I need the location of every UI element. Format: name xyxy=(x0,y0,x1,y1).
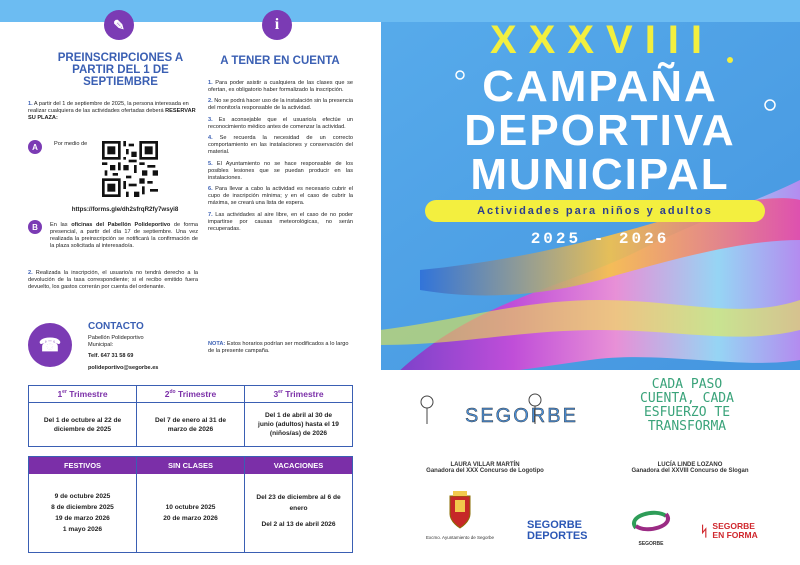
trimestre-label: Trimestre xyxy=(69,389,108,399)
trimestre-dates: Del 1 de abril al 30 de junio (adultos) hasta el 19 (niños/as) de 2026 xyxy=(258,412,339,437)
option-a-badge: A xyxy=(28,140,42,154)
festivos-line: 19 de marzo 2026 xyxy=(55,515,110,522)
tener-item-num: 2. xyxy=(208,98,213,105)
contact-line1: Pabellón Polideportivo xyxy=(88,335,144,341)
ef-line2: EN FORMA xyxy=(712,530,758,540)
b-text-post: de forma presencial, a partir del día 17 de septiembre. Una vez realizada la preinscripción se notificará la confirmación de la plaza solicitada al interesado/a. xyxy=(50,222,199,250)
form-url[interactable]: https://forms.gle/dh2sfrqR2fy7wsyi8 xyxy=(71,206,179,213)
consejo-label: SEGORBE xyxy=(638,541,664,547)
tener-item xyxy=(208,161,353,182)
ayto-logo xyxy=(420,490,500,540)
credit2-role: Ganadora del XXVIII Concurso de Slogan xyxy=(631,468,749,474)
slogan-line: ESFUERZO TE xyxy=(643,405,731,420)
credit2-name: LUCÍA LINDE LOZANO xyxy=(657,462,723,468)
logo-drawing-text: SEGORBE xyxy=(465,405,578,427)
festivos-line: 1 mayo 2026 xyxy=(62,526,103,533)
ayto-label: Excmo. Ayuntamiento de Segorbe xyxy=(426,535,494,540)
option-b-text xyxy=(50,222,198,250)
preinscripciones-p1 xyxy=(28,101,198,122)
trimestre-col xyxy=(245,386,352,446)
nota-label: NOTA: xyxy=(208,341,226,347)
qr-code[interactable] xyxy=(102,141,158,197)
title-campana: CAMPAÑA xyxy=(482,62,718,111)
segorbe-deportes-logo xyxy=(527,520,588,542)
tener-item xyxy=(208,80,353,94)
p2-num: 2. xyxy=(28,270,33,276)
trimestre-title xyxy=(137,386,244,403)
trimestre-sup: do xyxy=(169,389,176,396)
tener-item-text: El Ayuntamiento no se hace responsable de los posibles lesiones que se puedan producir en las instalaciones. xyxy=(208,160,353,181)
contact-email[interactable]: polideportivo@segorbe.es xyxy=(88,365,159,371)
tener-item-num: 7. xyxy=(208,211,213,218)
tener-item-num: 4. xyxy=(208,135,213,142)
edition-number: XXXVIII xyxy=(489,18,715,62)
festivos-line: 9 de octubre 2025 xyxy=(54,493,111,500)
trimestre-num: 3 xyxy=(273,389,279,399)
tener-item-num: 3. xyxy=(208,116,213,123)
vacaciones-line: Del 23 de diciembre al 6 de enero xyxy=(256,493,341,512)
nota-text: Estos horarios podrían ser modificados a lo largo de la presente campaña. xyxy=(208,341,349,355)
preinscripciones-title: PREINSCRIPCIONES A PARTIR DEL 1 DE SEPTIEMBRE xyxy=(57,52,184,88)
trimestre-col xyxy=(29,386,137,446)
trimestre-dates: Del 7 de enero al 31 de marzo de 2026 xyxy=(154,416,227,433)
logo-drawing xyxy=(405,380,578,440)
tener-item-text: Se recuerda la necesidad de un correcto comportamiento en las instalaciones y conservación del material. xyxy=(208,135,353,156)
trimestre-label: Trimestre xyxy=(285,389,324,399)
credit1-role: Ganadora del XXX Concurso de Logotipo xyxy=(426,468,544,474)
tener-item xyxy=(208,135,353,156)
festivos-title: FESTIVOS xyxy=(29,457,136,474)
trimestre-sup: er xyxy=(278,389,283,396)
p1-text: A partir del 1 de septiembre de 2025, la persona interesada en realizar cualquiera de las actividades ofertadas deberá xyxy=(28,101,189,115)
slogan xyxy=(612,378,762,434)
tener-item-num: 1. xyxy=(208,80,213,86)
option-a-text: Por medio de xyxy=(54,141,88,147)
tener-item-num: 5. xyxy=(208,160,213,167)
slogan-line: CUENTA, CADA xyxy=(640,391,734,406)
credit1 xyxy=(395,462,575,474)
slogan-line: CADA PASO xyxy=(651,377,723,392)
festivos-line: 8 de diciembre 2025 xyxy=(51,504,114,511)
decor-circles xyxy=(400,20,800,160)
trimestre-sup: er xyxy=(62,389,67,396)
tener-item-num: 6. xyxy=(208,186,213,193)
subtitle-pill: Actividades para niños y adultos xyxy=(425,200,765,222)
contact-icon: ☎ xyxy=(28,323,72,367)
nota xyxy=(208,341,353,355)
tener-item xyxy=(208,117,353,131)
coat-of-arms-icon xyxy=(447,490,473,530)
credit2 xyxy=(600,462,780,474)
tener-list xyxy=(208,80,353,237)
sd-line1: SEGORBE xyxy=(527,519,583,531)
credit1-name: LAURA VILLAR MARTÍN xyxy=(450,462,520,468)
vacaciones-col xyxy=(245,457,352,552)
form-icon: ✎ xyxy=(104,10,134,40)
contact-line2: Municipal: xyxy=(88,342,114,348)
trimestre-title xyxy=(245,386,352,403)
calendar-table xyxy=(28,456,353,553)
trimestre-col xyxy=(137,386,245,446)
slogan-line: TRANSFORMA xyxy=(647,419,727,434)
trimestres-table xyxy=(28,385,353,447)
preinscripciones-p2 xyxy=(28,270,198,291)
tener-item-text: Para poder asistir a cualquiera de las clases que se ofertan, es obligatorio haber formalizado la inscripción. xyxy=(208,80,353,94)
title-municipal: MUNICIPAL xyxy=(470,150,730,199)
consejo-logo xyxy=(622,506,680,547)
b-text-pre: En las xyxy=(50,222,68,228)
trimestre-dates: Del 1 de octubre al 22 de diciembre de 2025 xyxy=(43,416,122,433)
festivos-col xyxy=(29,457,137,552)
trimestre-label: Trimestre xyxy=(177,389,217,399)
enforma-icon: ᛋ xyxy=(700,523,709,539)
tener-item-text: Las actividades al aire libre, en el caso de no poder impartirse por causas meteorológicas, no serán recuperadas. xyxy=(208,211,353,232)
p1-bold: RESERVAR SU PLAZA: xyxy=(28,108,196,122)
contact-phone[interactable]: Telf. 647 31 58 69 xyxy=(88,353,134,359)
vacaciones-title: VACACIONES xyxy=(245,457,352,474)
tener-item-text: Es aconsejable que el usuario/a efectúe un reconocimiento médico antes de comenzar la actividad. xyxy=(208,116,354,130)
sd-line2: DEPORTES xyxy=(527,530,588,542)
option-b-badge: B xyxy=(28,220,42,234)
segorbe-enforma-logo xyxy=(700,522,758,540)
tener-item-text: Para llevar a cabo la actividad es necesario cubrir el cupo de inscripción mínima; y en el caso de cubrir la máxima, se creará una lista de espera. xyxy=(208,186,353,207)
p1-num: 1. xyxy=(28,101,33,107)
trimestre-num: 2 xyxy=(164,389,170,399)
p2-text: Realizada la inscripción, el usuario/a no tendrá derecho a la devolución de la tasa correspondiente; si el recibo emitido fuera devuelto, los gastos correrán por cuenta del ordenante. xyxy=(28,270,198,291)
title-deportiva: DEPORTIVA xyxy=(464,106,736,155)
tener-item xyxy=(208,186,353,207)
info-icon: i xyxy=(262,10,292,40)
sinclases-line: 10 octubre 2025 xyxy=(165,504,216,511)
sinclases-title: SIN CLASES xyxy=(137,457,244,474)
trimestre-title xyxy=(29,386,136,403)
contact-title: CONTACTO xyxy=(88,321,144,332)
trimestre-num: 1 xyxy=(57,389,63,399)
vacaciones-line: Del 2 al 13 de abril 2026 xyxy=(261,520,336,528)
years: 2025 - 2026 xyxy=(530,230,670,248)
sinclases-line: 20 de marzo 2026 xyxy=(163,515,218,522)
tener-title: A TENER EN CUENTA xyxy=(220,55,340,67)
b-text-bold: oficinas del Pabellón Polideportivo xyxy=(71,222,171,228)
tener-item-text: No se podrá hacer uso de la instalación sin la presencia del monitor/a responsable de la actividad. xyxy=(208,98,353,112)
consejo-icon xyxy=(626,506,676,536)
tener-item xyxy=(208,98,353,112)
sinclases-col xyxy=(137,457,245,552)
ef-line1: SEGORBE xyxy=(712,521,755,531)
tener-item xyxy=(208,212,353,233)
